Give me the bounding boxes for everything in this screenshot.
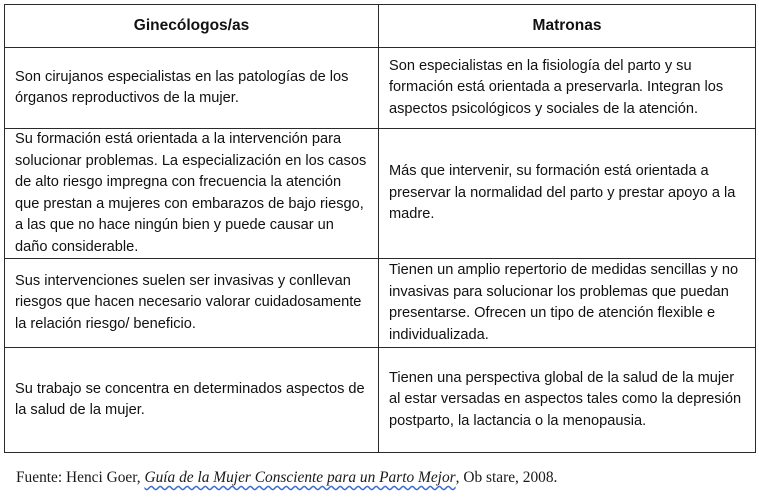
table-row: [5, 259, 756, 348]
table-header-row: [5, 5, 756, 48]
comparison-table: [4, 4, 756, 453]
cell-ginecologos: [5, 129, 379, 259]
cell-text: Tienen un amplio repertorio de medidas sencillas y no invasivas para solucionar los problemas que puedan presentarse. Ofrecen un tipo de atención flexible e individualizada.: [389, 262, 739, 343]
source-citation: [16, 469, 557, 487]
header-ginecologos: Ginecólogos/as: [5, 5, 379, 48]
cell-text: Su trabajo se concentra en determinados aspectos de la salud de la mujer.: [15, 380, 365, 418]
cell-matronas: [379, 259, 756, 348]
cell-matronas: [379, 129, 756, 259]
cell-ginecologos: [5, 48, 379, 129]
table-row: [5, 348, 756, 453]
cell-text: Su formación está orientada a la intervención para solucionar problemas. La especialización en los casos de alto riesgo impregna con frecuencia la atención que prestan a mujeres con embarazos de bajo riesgo, a las que no hace ningún bien y puede causar un daño considerable.: [15, 131, 367, 255]
table-row: [5, 129, 756, 259]
source-book-title: Guía de la Mujer Consciente para un Parto Mejor: [144, 469, 456, 486]
cell-ginecologos: [5, 259, 379, 348]
cell-matronas: [379, 48, 756, 129]
cell-text: Son especialistas en la fisiología del parto y su formación está orientada a preservarla. Integran los aspectos psicológicos y sociales de la atención.: [389, 57, 724, 117]
cell-matronas: [379, 348, 756, 453]
header-matronas: Matronas: [379, 5, 756, 48]
cell-text: Tienen una perspectiva global de la salud de la mujer al estar versadas en aspectos tales como la depresión postparto, la lactancia o la menopausia.: [389, 369, 742, 429]
source-suffix: , Ob stare, 2008.: [455, 469, 558, 486]
cell-text: Son cirujanos especialistas en las patologías de los órganos reproductivos de la mujer.: [15, 68, 349, 106]
source-prefix: Fuente: Henci Goer,: [16, 469, 145, 486]
cell-ginecologos: [5, 348, 379, 453]
cell-text: Sus intervenciones suelen ser invasivas y conllevan riesgos que hacen necesario valorar cuidadosamente la relación riesgo/ beneficio.: [15, 272, 362, 332]
table-row: [5, 48, 756, 129]
cell-text: Más que intervenir, su formación está orientada a preservar la normalidad del parto y prestar apoyo a la madre.: [389, 163, 736, 223]
